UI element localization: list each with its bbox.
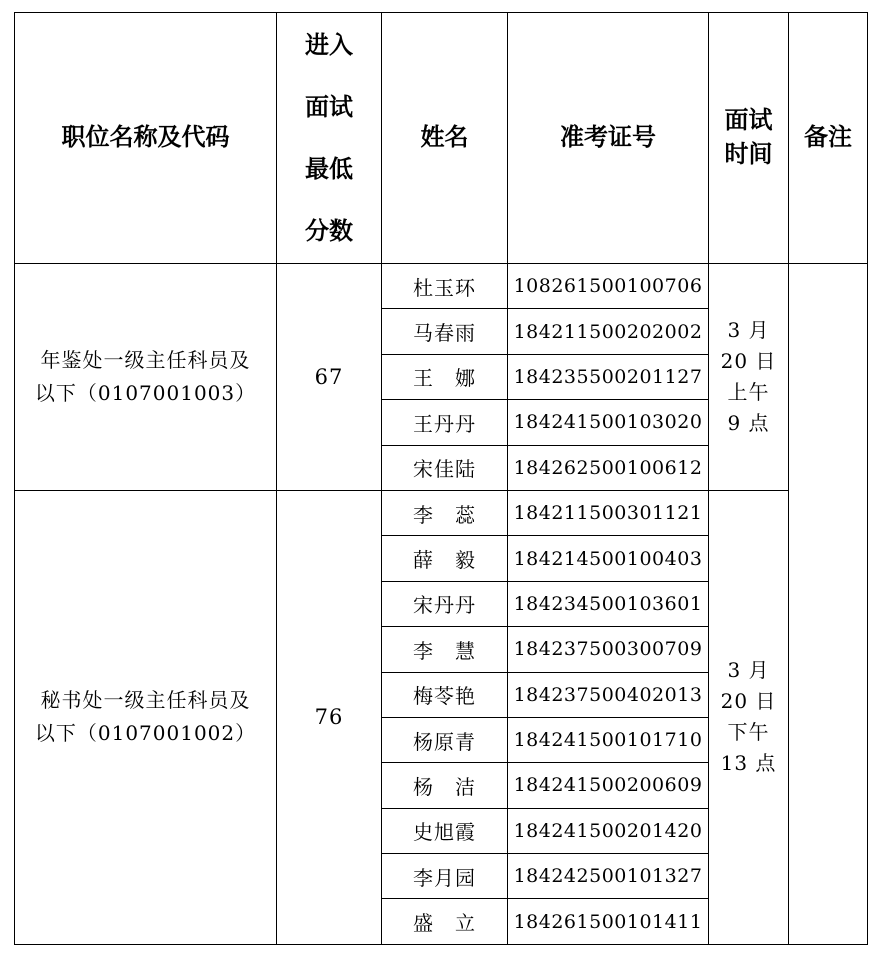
position-cell [15,264,277,491]
interview-list-table [14,12,868,945]
time-line: 上午 [727,379,770,404]
ticket-number: 184262500100612 [508,445,709,490]
header-ticket: 准考证号 [508,13,709,264]
position-line: 以下（0107001002） [34,721,257,746]
header-min-score-line: 最低 [305,155,353,183]
time-line: 13 点 [720,751,777,776]
ticket-number: 184261500101411 [508,899,709,944]
header-interview-time [709,13,789,264]
candidate-name: 马春雨 [382,309,508,354]
header-name: 姓名 [382,13,508,264]
header-time-line: 时间 [724,140,773,168]
header-min-score-line: 分数 [305,217,353,245]
candidate-name: 史旭霞 [382,808,508,853]
header-min-score [277,13,382,264]
position-cell [15,490,277,944]
ticket-number: 184234500103601 [508,581,709,626]
time-line: 3 月 [727,317,770,342]
candidate-name: 王 娜 [382,354,508,399]
position-line: 以下（0107001003） [34,380,257,405]
time-line: 下午 [727,720,770,745]
time-line: 9 点 [727,410,770,435]
ticket-number: 184211500301121 [508,490,709,535]
header-min-score-line: 进入 [305,31,353,59]
header-min-score-line: 面试 [305,93,353,121]
position-line: 年鉴处一级主任科员及 [40,347,251,372]
candidate-name: 杨原青 [382,717,508,762]
ticket-number: 184235500201127 [508,354,709,399]
time-line: 20 日 [720,348,777,373]
header-position: 职位名称及代码 [15,13,277,264]
interview-time-cell [709,490,789,944]
candidate-name: 宋丹丹 [382,581,508,626]
ticket-number: 184214500100403 [508,536,709,581]
min-score-cell: 76 [277,490,382,944]
ticket-number: 184237500300709 [508,627,709,672]
header-row [15,13,868,264]
candidate-name: 杜玉环 [382,264,508,309]
candidate-name: 梅苓艳 [382,672,508,717]
time-line: 3 月 [727,658,770,683]
position-line: 秘书处一级主任科员及 [40,688,251,713]
candidate-name: 盛 立 [382,899,508,944]
candidate-name: 李月园 [382,854,508,899]
ticket-number: 184237500402013 [508,672,709,717]
header-remark: 备注 [789,13,868,264]
header-time-line: 面试 [724,106,773,135]
ticket-number: 184242500101327 [508,854,709,899]
candidate-name: 宋佳陆 [382,445,508,490]
candidate-name: 王丹丹 [382,400,508,445]
interview-time-cell [709,264,789,491]
ticket-number: 108261500100706 [508,264,709,309]
ticket-number: 184241500200609 [508,763,709,808]
table-row [15,264,868,309]
min-score-cell: 67 [277,264,382,491]
remark-cell [789,264,868,945]
ticket-number: 184211500202002 [508,309,709,354]
time-line: 20 日 [720,689,777,714]
ticket-number: 184241500101710 [508,717,709,762]
candidate-name: 李 慧 [382,627,508,672]
ticket-number: 184241500103020 [508,400,709,445]
candidate-name: 李 蕊 [382,490,508,535]
table-row [15,490,868,535]
ticket-number: 184241500201420 [508,808,709,853]
candidate-name: 杨 洁 [382,763,508,808]
candidate-name: 薛 毅 [382,536,508,581]
